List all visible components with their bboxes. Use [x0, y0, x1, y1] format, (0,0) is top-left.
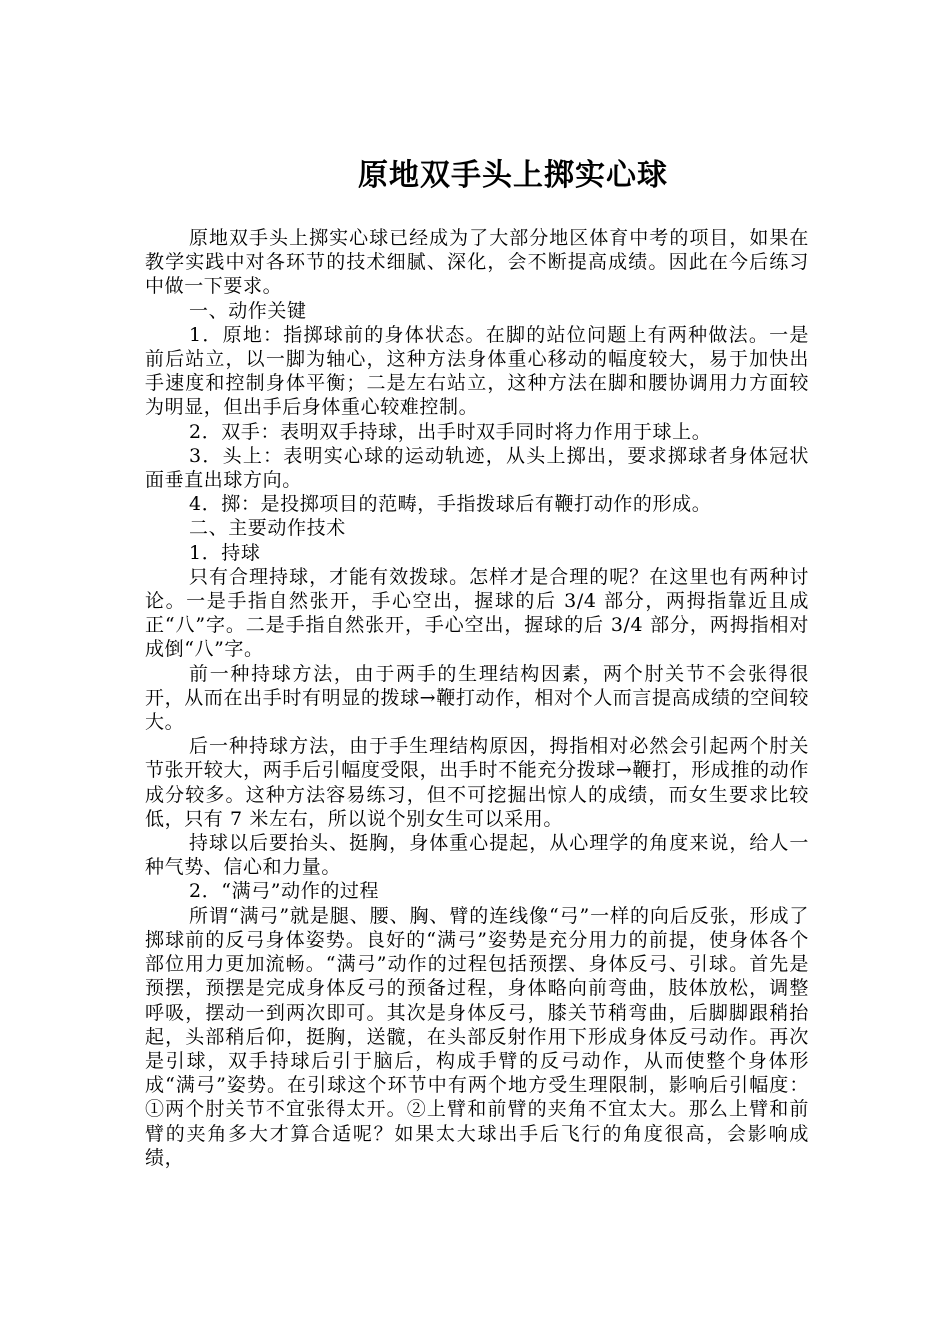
document-title: 原地双手头上掷实心球: [358, 158, 668, 193]
paragraph-second-method: 后一种持球方法，由于手生理结构原因，拇指相对必然会引起两个肘关节张开较大，两手后引幅度受限，出手时不能充分拨球→鞭打，形成推的动作成分较多。这种方法容易练习，但不可挖掘出惊人的成绩，而女生要求比较低，只有 7 米左右，所以说个别女生可以采用。: [145, 735, 809, 830]
section-heading-action-keys: 一、动作关键: [189, 299, 307, 322]
paragraph-throw: 4．掷：是投掷项目的范畴，手指拨球后有鞭打动作的形成。: [189, 493, 712, 516]
paragraph-both-hands: 2．双手：表明双手持球，出手时双手同时将力作用于球上。: [189, 420, 712, 443]
subheading-holding-ball: 1．持球: [189, 541, 261, 564]
paragraph-posture: 持球以后要抬头、挺胸，身体重心提起，从心理学的角度来说，给人一种气势、信心和力量。: [145, 832, 809, 879]
paragraph-stance: 1．原地：指掷球前的身体状态。在脚的站位问题上有两种做法。一是前后站立，以一脚为轴心，这种方法身体重心移动的幅度较大，易于加快出手速度和控制身体平衡；二是左右站立，这种方法在脚和腰协调用力方面较为明显，但出手后身体重心较难控制。: [145, 323, 809, 419]
paragraph-holding-methods: 只有合理持球，才能有效拨球。怎样才是合理的呢？在这里也有两种讨论。一是手指自然张开，手心空出，握球的后 3/4 部分，两拇指靠近且成正“八”字。二是手指自然张开，手心空出，握球的后 3/4 部分，两拇指相对成倒“八”字。: [145, 565, 809, 661]
paragraph-first-method: 前一种持球方法，由于两手的生理结构因素，两个肘关节不会张得很开，从而在出手时有明显的拨球→鞭打动作，相对个人而言提高成绩的空间较大。: [145, 662, 809, 734]
subheading-full-bow: 2．“满弓”动作的过程: [189, 880, 380, 903]
paragraph-intro: 原地双手头上掷实心球已经成为了大部分地区体育中考的项目，如果在教学实践中对各环节的技术细腻、深化，会不断提高成绩。因此在今后练习中做一下要求。: [145, 227, 809, 298]
paragraph-full-bow: 所谓“满弓”就是腿、腰、胸、臂的连线像“弓”一样的向后反张，形成了掷球前的反弓身体姿势。良好的“满弓”姿势是充分用力的前提，使身体各个部位用力更加流畅。“满弓”动作的过程包括预摆、身体反弓、引球。首先是预摆，预摆是完成身体反弓的预备过程，身体略向前弯曲，肢体放松，调整呼吸，摆动一到两次即可。其次是身体反弓，膝关节稍弯曲，后脚脚跟稍抬起，头部稍后仰，挺胸，送髋，在头部反射作用下形成身体反弓动作。再次是引球，双手持球后引于脑后，构成手臂的反弓动作，从而使整个身体形成“满弓”姿势。在引球这个环节中有两个地方受生理限制，影响后引幅度：①两个肘关节不宜张得太开。②上臂和前臂的夹角不宜太大。那么上臂和前臂的夹角多大才算合适呢？如果太大球出手后飞行的角度很高，会影响成绩，: [145, 904, 809, 1169]
document-body: [145, 226, 809, 1170]
paragraph-overhead: 3．头上：表明实心球的运动轨迹，从头上掷出，要求掷球者身体冠状面垂直出球方向。: [145, 444, 809, 492]
section-heading-main-technique: 二、主要动作技术: [189, 517, 346, 540]
